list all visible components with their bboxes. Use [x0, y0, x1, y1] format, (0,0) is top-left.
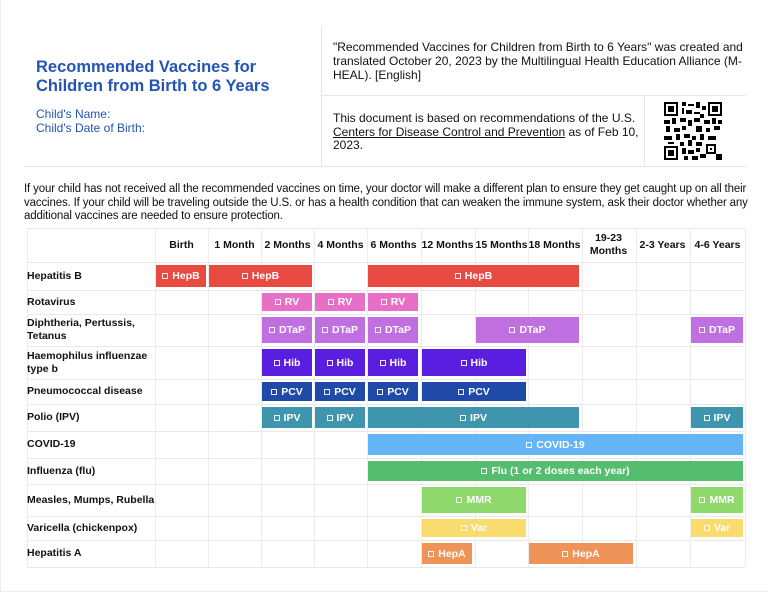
dose-label: MMR: [466, 494, 492, 506]
dose-label: Var: [470, 522, 488, 534]
checkbox-icon[interactable]: [699, 497, 705, 503]
checkbox-icon[interactable]: [380, 360, 386, 366]
divider: [322, 95, 746, 96]
checkbox-icon[interactable]: [509, 327, 515, 333]
row-label: Influenza (flu): [27, 464, 96, 477]
vaccine-dose-bar-dtap: [368, 317, 418, 343]
grid-line: [745, 228, 746, 567]
checkbox-icon[interactable]: [327, 360, 333, 366]
dose-label: IPV: [470, 411, 487, 424]
vaccine-dose-bar-var: [422, 519, 526, 537]
vaccine-dose-bar-hepb: [209, 265, 312, 287]
dose-label: HepA: [438, 547, 466, 560]
row-label: Hepatitis A: [27, 547, 82, 559]
checkbox-icon[interactable]: [704, 415, 710, 421]
vaccine-dose-bar-dtap: [476, 317, 579, 343]
dose-label: Hib: [283, 356, 301, 369]
vaccine-dose-bar-hepb: [368, 265, 579, 287]
checkbox-icon[interactable]: [275, 299, 281, 305]
title-line-1: Recommended Vaccines for: [36, 58, 257, 76]
vaccine-dose-bar-mmr: [691, 487, 743, 513]
vaccine-dose-bar-mmr: [422, 487, 526, 513]
vaccine-dose-bar-pcv: [422, 382, 526, 401]
vaccine-dose-bar-pcv: [262, 382, 312, 401]
checkbox-icon[interactable]: [428, 551, 434, 557]
vaccine-dose-bar-hib: [368, 349, 418, 376]
row-label: Diphtheria, Pertussis, Tetanus: [27, 317, 135, 342]
checkbox-icon[interactable]: [461, 525, 467, 531]
vaccine-dose-bar-covid-19: [368, 434, 743, 455]
divider: [24, 166, 746, 167]
checkbox-icon[interactable]: [526, 442, 532, 448]
checkbox-icon[interactable]: [274, 360, 280, 366]
vaccine-dose-bar-hib: [422, 349, 526, 376]
checkbox-icon[interactable]: [704, 525, 710, 531]
checkbox-icon[interactable]: [481, 468, 487, 474]
dose-label: HepB: [464, 270, 493, 282]
checkbox-icon[interactable]: [269, 327, 275, 333]
dose-label: HepB: [172, 270, 200, 282]
dose-label: Hib: [470, 356, 488, 369]
grid-line: [690, 228, 691, 567]
dose-label: Flu (1 or 2 doses each year): [491, 465, 630, 477]
row-label: Pneumococcal disease: [27, 385, 143, 397]
checkbox-icon[interactable]: [455, 273, 461, 279]
divider: [644, 96, 645, 166]
row-label: Hepatitis B: [27, 269, 82, 282]
credit-text: "Recommended Vaccines for Children from Birth to 6 Years" was created and translated October 20, 2023 by the Multilingual Health Education Alliance (M-HEAL). [English]: [333, 40, 743, 82]
column-header: 19-23 Months: [589, 232, 628, 257]
dose-label: MMR: [709, 494, 735, 506]
row-label: Varicella (chickenpox): [27, 521, 138, 534]
vaccine-dose-bar-dtap: [691, 317, 743, 343]
checkbox-icon[interactable]: [328, 299, 334, 305]
vaccine-dose-bar-hepa: [422, 543, 472, 564]
grid-line: [636, 228, 637, 567]
dose-label: PCV: [387, 385, 409, 398]
dose-label: DTaP: [278, 324, 306, 336]
child-info: [36, 107, 145, 135]
checkbox-icon[interactable]: [377, 389, 383, 395]
checkbox-icon[interactable]: [699, 327, 705, 333]
dose-label: Var: [713, 522, 731, 534]
vaccine-dose-bar-hepb: [156, 265, 206, 287]
vaccine-dose-bar-rv: [262, 293, 312, 311]
grid-line: [582, 228, 583, 567]
cdc-link[interactable]: Centers for Disease Control and Prevention: [333, 124, 566, 139]
vaccine-dose-bar-hib: [262, 349, 312, 376]
column-header: 15 Months: [475, 238, 528, 251]
dose-label: RV: [337, 296, 353, 308]
basis-text: [333, 112, 643, 153]
dose-label: DTaP: [519, 324, 546, 336]
row-label: Polio (IPV): [27, 411, 80, 423]
dose-label: Hib: [336, 356, 354, 369]
divider: [321, 26, 322, 166]
column-header: 6 Months: [370, 238, 417, 251]
vaccine-dose-bar-ipv: [368, 407, 579, 428]
vaccine-dose-bar-hepa: [529, 543, 633, 564]
checkbox-icon[interactable]: [381, 299, 387, 305]
vaccine-dose-bar-rv: [368, 293, 418, 311]
vaccine-dose-bar-pcv: [315, 382, 365, 401]
dose-label: Hib: [389, 356, 407, 369]
dose-label: DTaP: [708, 324, 736, 336]
checkbox-icon[interactable]: [242, 273, 248, 279]
checkbox-icon[interactable]: [327, 415, 333, 421]
vaccine-dose-bar-ipv: [691, 407, 743, 428]
dose-label: HepB: [251, 270, 280, 282]
checkbox-icon[interactable]: [324, 389, 330, 395]
intro-text: If your child has not received all the recommended vaccines on time, your doctor will make a different plan to ensure they get caught up on all their vaccines. If your child will be traveling outside the U.S. or has a health condition that can weaken the immune system, ask their doctor whether any additional vaccines are needed to ensure protection.: [24, 183, 748, 222]
page-title: [36, 58, 316, 96]
grid-line: [27, 567, 745, 568]
row-label: Rotavirus: [27, 295, 76, 308]
checkbox-icon[interactable]: [562, 551, 568, 557]
dose-label: IPV: [283, 411, 301, 424]
column-header: 2 Months: [264, 238, 311, 251]
basis-prefix: This document is based on recommendations of the U.S.: [333, 111, 636, 125]
dose-label: IPV: [336, 411, 354, 424]
vaccine-dose-bar-pcv: [368, 382, 418, 401]
title-line-2: Children from Birth to 6 Years: [36, 77, 270, 95]
vaccine-dose-bar-var: [691, 519, 743, 537]
checkbox-icon[interactable]: [162, 273, 168, 279]
dose-label: RV: [284, 296, 300, 308]
dose-label: PCV: [281, 385, 303, 398]
checkbox-icon[interactable]: [274, 415, 280, 421]
vaccine-dose-bar-flu-1-or-2-doses-each-year-: [368, 461, 743, 481]
child-dob-label: Child's Date of Birth:: [36, 121, 146, 135]
checkbox-icon[interactable]: [460, 415, 466, 421]
column-header: 4 Months: [317, 238, 364, 251]
qr-code-icon[interactable]: [664, 102, 722, 160]
child-name-label: Child's Name:: [36, 107, 111, 121]
column-header: 4-6 Years: [694, 238, 741, 251]
vaccine-dose-bar-ipv: [262, 407, 312, 428]
column-header: 12 Months: [421, 238, 474, 251]
column-header: 1 Month: [214, 238, 255, 251]
row-label: Measles, Mumps, Rubella: [27, 493, 155, 506]
dose-label: DTaP: [384, 324, 412, 336]
checkbox-icon[interactable]: [322, 327, 328, 333]
basis-suffix: as of Feb 10, 2023.: [333, 124, 639, 152]
dose-label: IPV: [713, 411, 731, 424]
vaccine-dose-bar-ipv: [315, 407, 365, 428]
vaccine-dose-bar-hib: [315, 349, 365, 376]
dose-label: PCV: [334, 385, 356, 398]
dose-label: PCV: [468, 385, 490, 398]
column-header: Birth: [169, 238, 194, 251]
checkbox-icon[interactable]: [461, 360, 467, 366]
checkbox-icon[interactable]: [458, 389, 464, 395]
vaccine-dose-bar-dtap: [262, 317, 312, 343]
dose-label: DTaP: [331, 324, 359, 336]
vaccine-schedule-table: [27, 228, 745, 566]
dose-label: RV: [390, 296, 406, 308]
checkbox-icon[interactable]: [456, 497, 462, 503]
column-header: 2-3 Years: [639, 238, 686, 251]
row-label: Haemophilus influenzae type b: [27, 349, 148, 375]
dose-label: COVID-19: [536, 438, 585, 451]
row-label: COVID-19: [27, 438, 76, 450]
vaccine-dose-bar-dtap: [315, 317, 365, 343]
checkbox-icon[interactable]: [375, 327, 381, 333]
column-header: 18 Months: [528, 238, 581, 251]
dose-label: HepA: [572, 547, 600, 560]
vaccine-dose-bar-rv: [315, 293, 365, 311]
checkbox-icon[interactable]: [271, 389, 277, 395]
